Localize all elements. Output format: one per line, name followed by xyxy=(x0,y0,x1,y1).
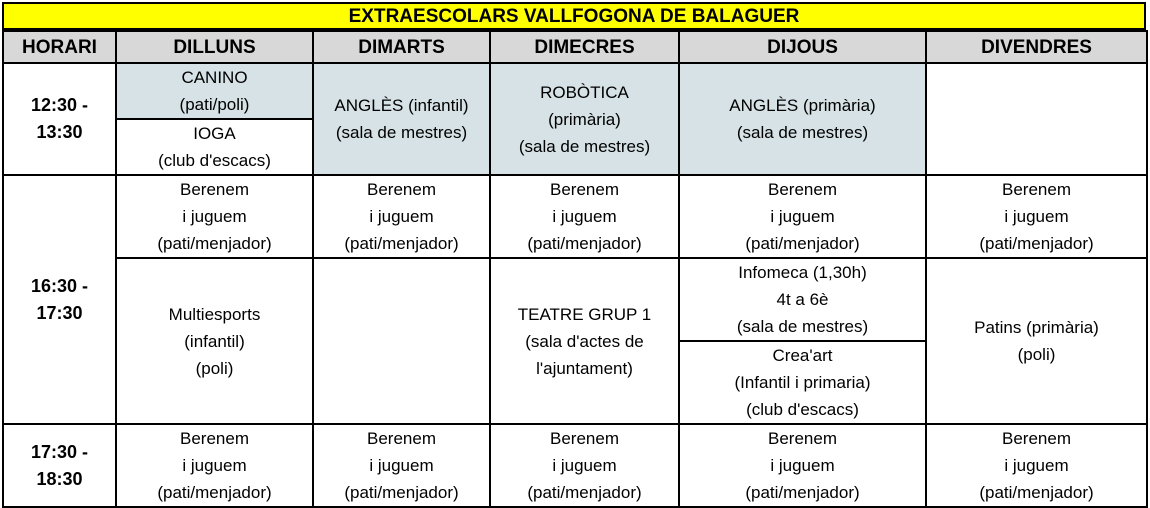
activity-cell: Berenem i juguem (pati/menjador) xyxy=(313,424,490,507)
activity-cell: Multiesports (infantil) (poli) xyxy=(116,258,313,424)
activity-cell: ROBÒTICA (primària) (sala de mestres) xyxy=(490,63,679,175)
activity-cell: Berenem i juguem (pati/menjador) xyxy=(679,175,926,258)
header-dijous: DIJOUS xyxy=(679,31,926,63)
activity-cell: Berenem i juguem (pati/menjador) xyxy=(926,424,1147,507)
header-divendres: DIVENDRES xyxy=(926,31,1147,63)
schedule-table xyxy=(2,30,1148,508)
activity-cell: Berenem i juguem (pati/menjador) xyxy=(313,175,490,258)
header-dimarts: DIMARTS xyxy=(313,31,490,63)
table-row xyxy=(3,424,1147,507)
header-dilluns: DILLUNS xyxy=(116,31,313,63)
activity-cell: Berenem i juguem (pati/menjador) xyxy=(116,175,313,258)
activity-cell: Berenem i juguem (pati/menjador) xyxy=(679,424,926,507)
header-horari: HORARI xyxy=(3,31,116,63)
activity-cell: Berenem i juguem (pati/menjador) xyxy=(490,424,679,507)
activity-cell-empty xyxy=(926,63,1147,175)
header-dimecres: DIMECRES xyxy=(490,31,679,63)
time-slot-2: 16:30 - 17:30 xyxy=(3,175,116,424)
time-slot-3: 17:30 - 18:30 xyxy=(3,424,116,507)
time-slot-1: 12:30 - 13:30 xyxy=(3,63,116,175)
table-row xyxy=(3,63,1147,119)
activity-cell: Berenem i juguem (pati/menjador) xyxy=(116,424,313,507)
activity-cell: CANINO (pati/poli) xyxy=(116,63,313,119)
activity-cell: Patins (primària) (poli) xyxy=(926,258,1147,424)
page-title: EXTRAESCOLARS VALLFOGONA DE BALAGUER xyxy=(2,2,1146,30)
activity-cell: Crea'art (Infantil i primaria) (club d'escacs) xyxy=(679,341,926,424)
activity-cell-empty xyxy=(313,258,490,424)
activity-cell: ANGLÈS (infantil) (sala de mestres) xyxy=(313,63,490,175)
activity-cell: ANGLÈS (primària) (sala de mestres) xyxy=(679,63,926,175)
activity-cell: Berenem i juguem (pati/menjador) xyxy=(490,175,679,258)
activity-cell: TEATRE GRUP 1 (sala d'actes de l'ajuntament) xyxy=(490,258,679,424)
table-row xyxy=(3,175,1147,258)
activity-cell: Berenem i juguem (pati/menjador) xyxy=(926,175,1147,258)
header-row xyxy=(3,31,1147,63)
activity-cell: Infomeca (1,30h) 4t a 6è (sala de mestres) xyxy=(679,258,926,341)
table-row xyxy=(3,258,1147,341)
activity-cell: IOGA (club d'escacs) xyxy=(116,119,313,175)
